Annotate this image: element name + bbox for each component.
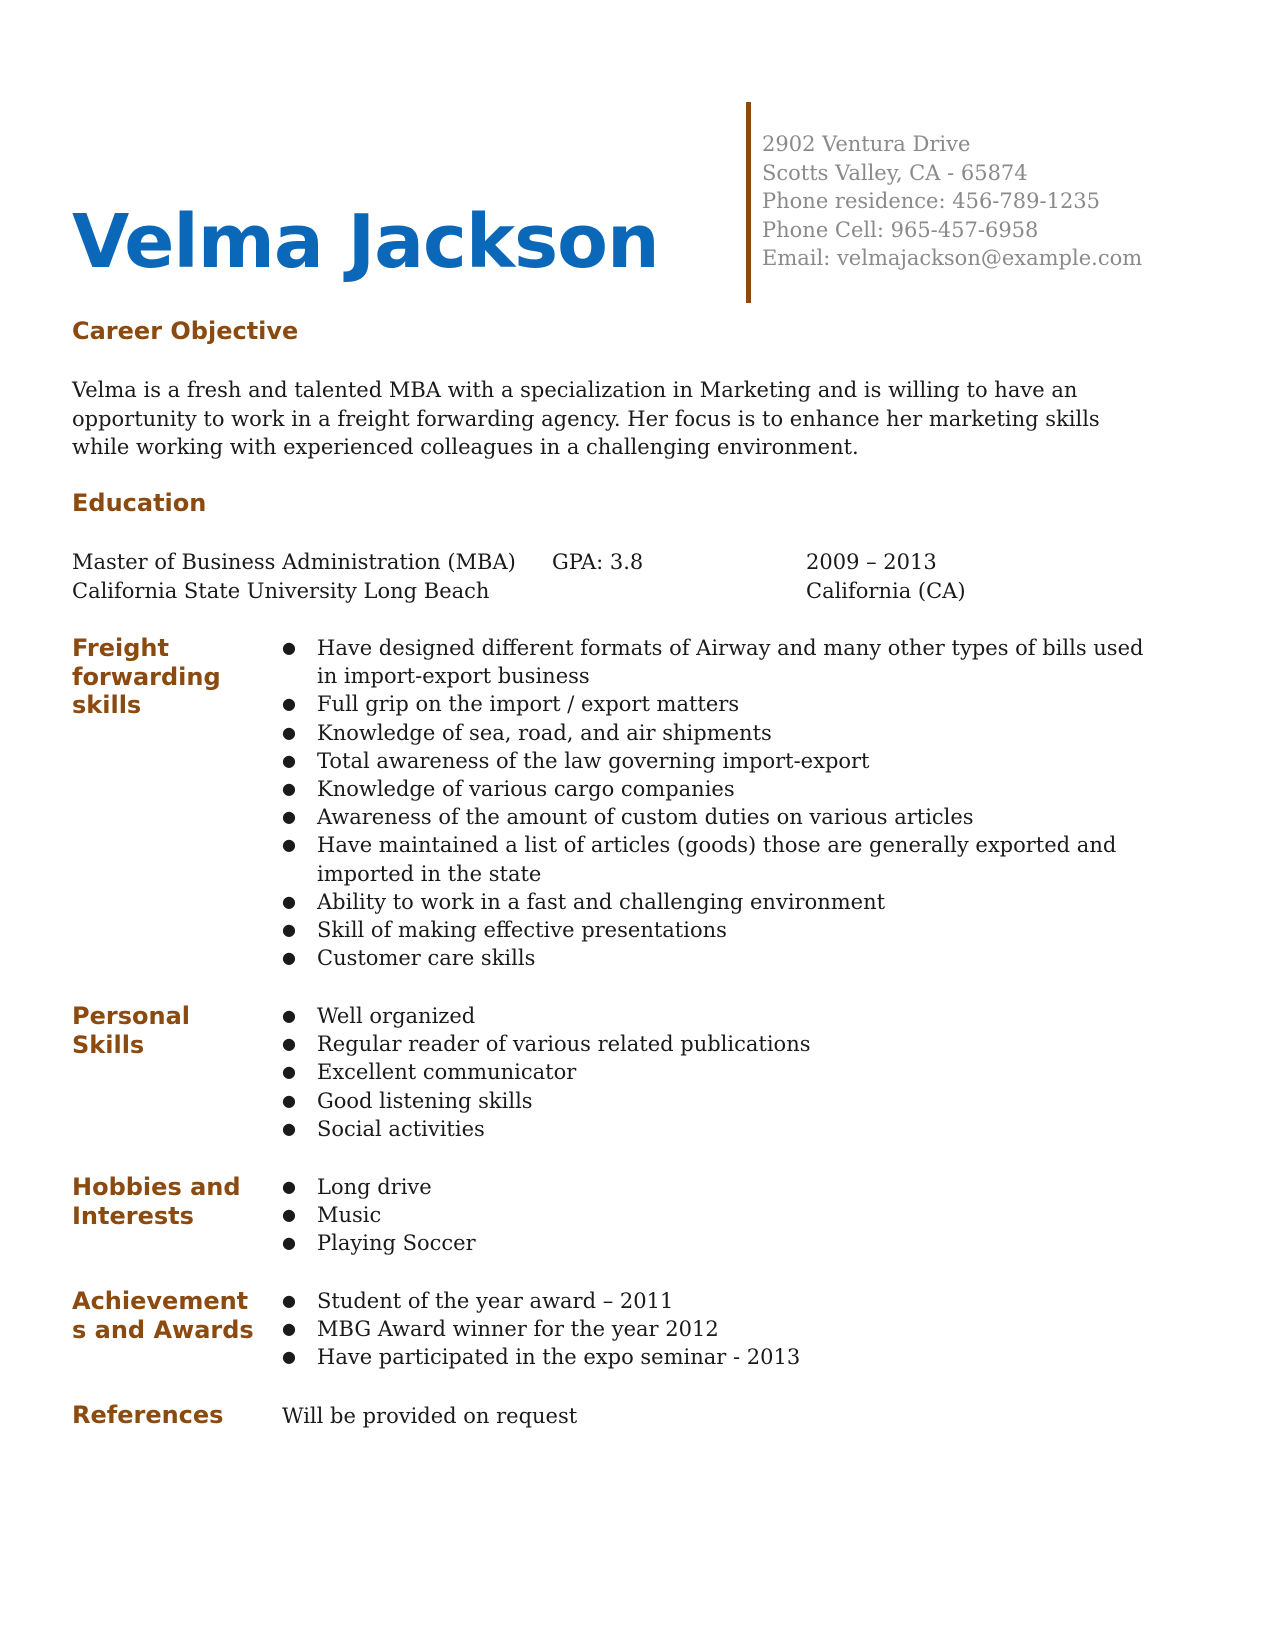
bullet-icon: ● (282, 1062, 296, 1082)
bullet-icon: ● (282, 920, 296, 940)
list-item-text: Long drive (317, 1175, 432, 1199)
bullet-icon: ● (282, 1177, 296, 1196)
education-degree: Master of Business Administration (MBA) (72, 550, 516, 574)
bullet-icon: ● (282, 779, 296, 799)
list-item (282, 747, 1162, 775)
references-heading: References (72, 1401, 224, 1429)
list-item (282, 775, 1162, 803)
education-school: California State University Long Beach (72, 579, 490, 603)
list-item-text: Awareness of the amount of custom duties on various articles (317, 805, 974, 830)
list-item (282, 1058, 1162, 1086)
list-item (282, 1315, 1162, 1343)
list-item-text: Full grip on the import / export matters (317, 692, 740, 717)
bullet-icon: ● (282, 807, 296, 827)
bullet-icon: ● (282, 1233, 296, 1253)
list-item (282, 1229, 1162, 1257)
bullet-icon: ● (282, 1090, 296, 1110)
list-item-text: Playing Soccer (317, 1231, 476, 1256)
bullet-icon: ● (282, 1319, 296, 1339)
list-item (282, 1201, 1162, 1229)
list-item (282, 1087, 1162, 1115)
list-item-text: Well organized (317, 1004, 476, 1028)
list-item (282, 690, 1162, 718)
education-years: 2009 – 2013 (806, 550, 937, 574)
contact-address-line2: Scotts Valley, CA - 65874 (762, 160, 1028, 185)
hobbies-heading: Hobbies and Interests (72, 1173, 241, 1230)
contact-block (762, 130, 1142, 273)
bullet-icon: ● (282, 750, 296, 770)
list-item-text: Regular reader of various related publications (317, 1032, 811, 1057)
list-item-text: Customer care skills (317, 946, 536, 971)
list-item-text: Social activities (317, 1116, 485, 1141)
list-item (282, 831, 1162, 887)
bullet-icon: ● (282, 1347, 296, 1367)
bullet-icon: ● (282, 891, 296, 911)
career-objective-text: Velma is a fresh and talented MBA with a specialization in Marketing and is willing to have an opportunity to work in a freight forwarding agency. Her focus is to enhance her marketing skills while working with experienced colleagues in a challenging environment. (72, 378, 1100, 459)
contact-address-line1: 2902 Ventura Drive (762, 132, 971, 156)
list-item (282, 888, 1162, 916)
list-item-text: Total awareness of the law governing import-export (317, 748, 870, 773)
personal-skills-list (282, 1002, 1162, 1143)
list-item (282, 634, 1162, 690)
contact-divider (746, 102, 751, 303)
list-item-text: Have participated in the expo seminar - 2013 (317, 1345, 801, 1370)
achievements-heading: Achievements and Awards (72, 1287, 254, 1344)
list-item-text: Skill of making effective presentations (317, 918, 727, 943)
bullet-icon: ● (282, 1118, 296, 1138)
bullet-icon: ● (282, 1205, 296, 1225)
contact-email: Email: velmajackson@example.com (762, 246, 1143, 270)
list-item-text: Have maintained a list of articles (goods) those are generally exported and imported in the state (317, 833, 1117, 886)
bullet-icon: ● (282, 1034, 296, 1054)
list-item (282, 1173, 1162, 1201)
achievements-list (282, 1287, 1162, 1372)
bullet-icon: ● (282, 1291, 296, 1310)
contact-phone-cell: Phone Cell: 965-457-6958 (762, 217, 1039, 242)
bullet-icon: ● (282, 835, 296, 855)
list-item-text: Good listening skills (317, 1088, 533, 1113)
bullet-icon: ● (282, 722, 296, 742)
education-heading: Education (72, 489, 207, 517)
personal-skills-heading: Personal Skills (72, 1002, 190, 1059)
references-text: Will be provided on request (282, 1404, 578, 1428)
list-item (282, 719, 1162, 747)
list-item (282, 1002, 1162, 1030)
list-item (282, 1030, 1162, 1058)
list-item-text: Knowledge of sea, road, and air shipments (317, 720, 772, 745)
education-location: California (CA) (806, 579, 966, 603)
education-gpa: GPA: 3.8 (552, 550, 644, 574)
list-item (282, 944, 1162, 972)
list-item-text: MBG Award winner for the year 2012 (317, 1317, 719, 1342)
list-item (282, 803, 1162, 831)
freight-skills-list (282, 634, 1162, 972)
contact-phone-residence: Phone residence: 456-789-1235 (762, 189, 1101, 213)
list-item (282, 1115, 1162, 1143)
freight-skills-heading: Freight forwarding skills (72, 634, 221, 719)
list-item-text: Excellent communicator (317, 1060, 577, 1085)
list-item (282, 1343, 1162, 1371)
list-item (282, 916, 1162, 944)
bullet-icon: ● (282, 638, 296, 657)
hobbies-list (282, 1173, 1162, 1258)
bullet-icon: ● (282, 1006, 296, 1025)
list-item-text: Ability to work in a fast and challenging environment (317, 889, 886, 914)
list-item-text: Student of the year award – 2011 (317, 1289, 674, 1313)
bullet-icon: ● (282, 694, 296, 714)
list-item-text: Music (317, 1203, 382, 1228)
list-item (282, 1287, 1162, 1315)
list-item-text: Knowledge of various cargo companies (317, 777, 735, 802)
list-item-text: Have designed different formats of Airway and many other types of bills used in import-export business (317, 636, 1144, 689)
bullet-icon: ● (282, 948, 296, 968)
candidate-name: Velma Jackson (72, 199, 659, 285)
career-objective-heading: Career Objective (72, 317, 299, 345)
